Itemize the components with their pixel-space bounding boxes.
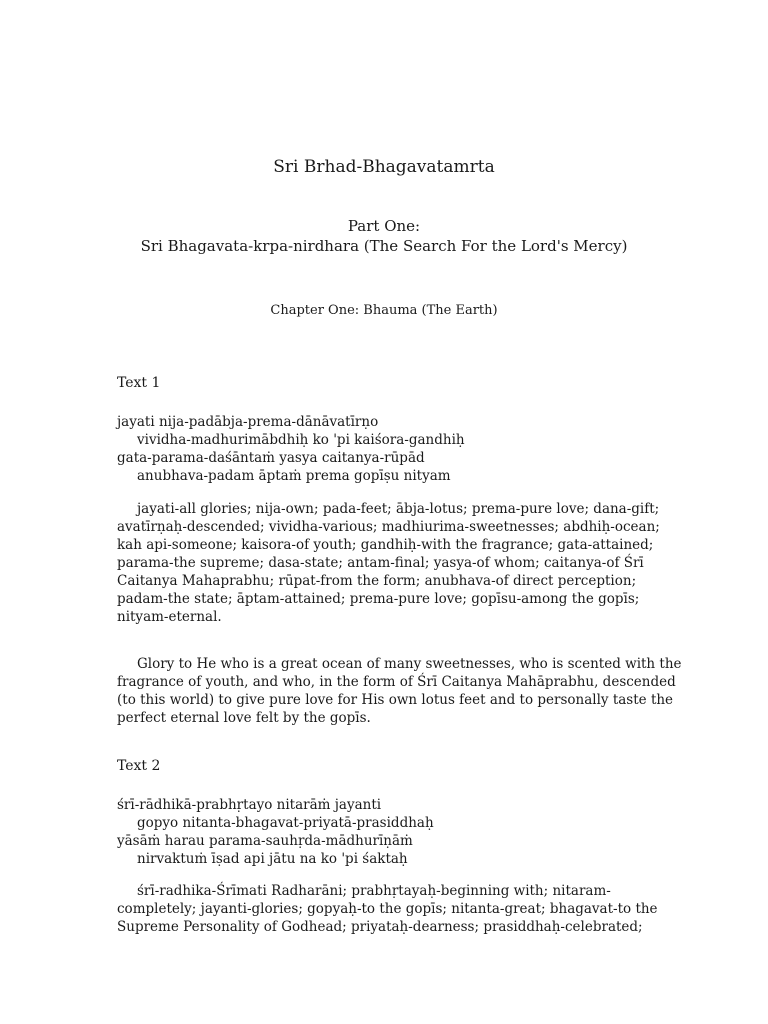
text-2-synonyms bbox=[117, 882, 657, 936]
part-heading bbox=[0, 216, 768, 256]
chapter-heading: Chapter One: Bhauma (The Earth) bbox=[270, 303, 498, 318]
verse-line: anubhava-padam āptaṁ prema gopīṣu nityam bbox=[137, 468, 451, 484]
verse-line: nirvaktuṁ īṣad api jātu na ko 'pi śaktaḥ bbox=[137, 851, 408, 867]
verse-line: gopyo nitanta-bhagavat-priyatā-prasiddhaḥ bbox=[137, 815, 434, 831]
verse-line: śrī-rādhikā-prabhṛtayo nitarāṁ jayanti bbox=[117, 797, 382, 813]
text-1-synonyms bbox=[117, 500, 660, 626]
verse-line: vividha-madhurimābdhiḥ ko 'pi kaiśora-gandhiḥ bbox=[137, 432, 465, 448]
part-number: Part One: bbox=[347, 217, 421, 235]
translation-line: fragrance of youth, and who, in the form of Śrī Caitanya Mahāprabhu, descended bbox=[117, 674, 676, 690]
synonym-line: jayati-all glories; nija-own; pada-feet; ābja-lotus; prema-pure love; dana-gift; bbox=[137, 501, 660, 517]
translation-line: perfect eternal love felt by the gopīs. bbox=[117, 710, 371, 726]
part-title: Sri Bhagavata-krpa-nirdhara (The Search For the Lord's Mercy) bbox=[140, 237, 628, 255]
synonym-line: kah api-someone; kaisora-of youth; gandhiḥ-with the fragrance; gata-attained; bbox=[117, 537, 654, 553]
verse-line: jayati nija-padābja-prema-dānāvatīrṇo bbox=[117, 414, 379, 430]
synonym-line: completely; jayanti-glories; gopyaḥ-to the gopīs; nitanta-great; bhagavat-to the bbox=[117, 901, 658, 917]
text-2-heading: Text 2 bbox=[117, 758, 161, 774]
translation-line: (to this world) to give pure love for His own lotus feet and to personally taste the bbox=[117, 692, 674, 708]
synonym-line: Caitanya Mahaprabhu; rūpat-from the form; anubhava-of direct perception; bbox=[117, 573, 637, 589]
verse-line: gata-parama-daśāntaṁ yasya caitanya-rūpād bbox=[117, 450, 425, 466]
synonym-line: parama-the supreme; dasa-state; antam-final; yasya-of whom; caitanya-of Śrī bbox=[117, 555, 644, 571]
text-1-heading: Text 1 bbox=[117, 375, 161, 391]
text-1-translation bbox=[117, 655, 682, 727]
verse-line: yāsāṁ harau parama-sauhṛda-mādhurīṇāṁ bbox=[117, 833, 413, 849]
synonym-line: avatīrṇaḥ-descended; vividha-various; madhiurima-sweetnesses; abdhiḥ-ocean; bbox=[117, 519, 660, 535]
book-title: Sri Brhad-Bhagavatamrta bbox=[273, 157, 495, 177]
synonym-line: nityam-eternal. bbox=[117, 609, 222, 625]
synonym-line: padam-the state; āptam-attained; prema-pure love; gopīsu-among the gopīs; bbox=[117, 591, 640, 607]
text-2-verse bbox=[117, 796, 657, 868]
synonym-line: śrī-radhika-Śrīmati Radharāni; prabhṛtayaḥ-beginning with; nitaram- bbox=[137, 883, 611, 899]
translation-line: Glory to He who is a great ocean of many sweetnesses, who is scented with the bbox=[137, 656, 682, 672]
text-1-verse bbox=[117, 413, 657, 485]
synonym-line: Supreme Personality of Godhead; priyataḥ-dearness; prasiddhaḥ-celebrated; bbox=[117, 919, 643, 935]
